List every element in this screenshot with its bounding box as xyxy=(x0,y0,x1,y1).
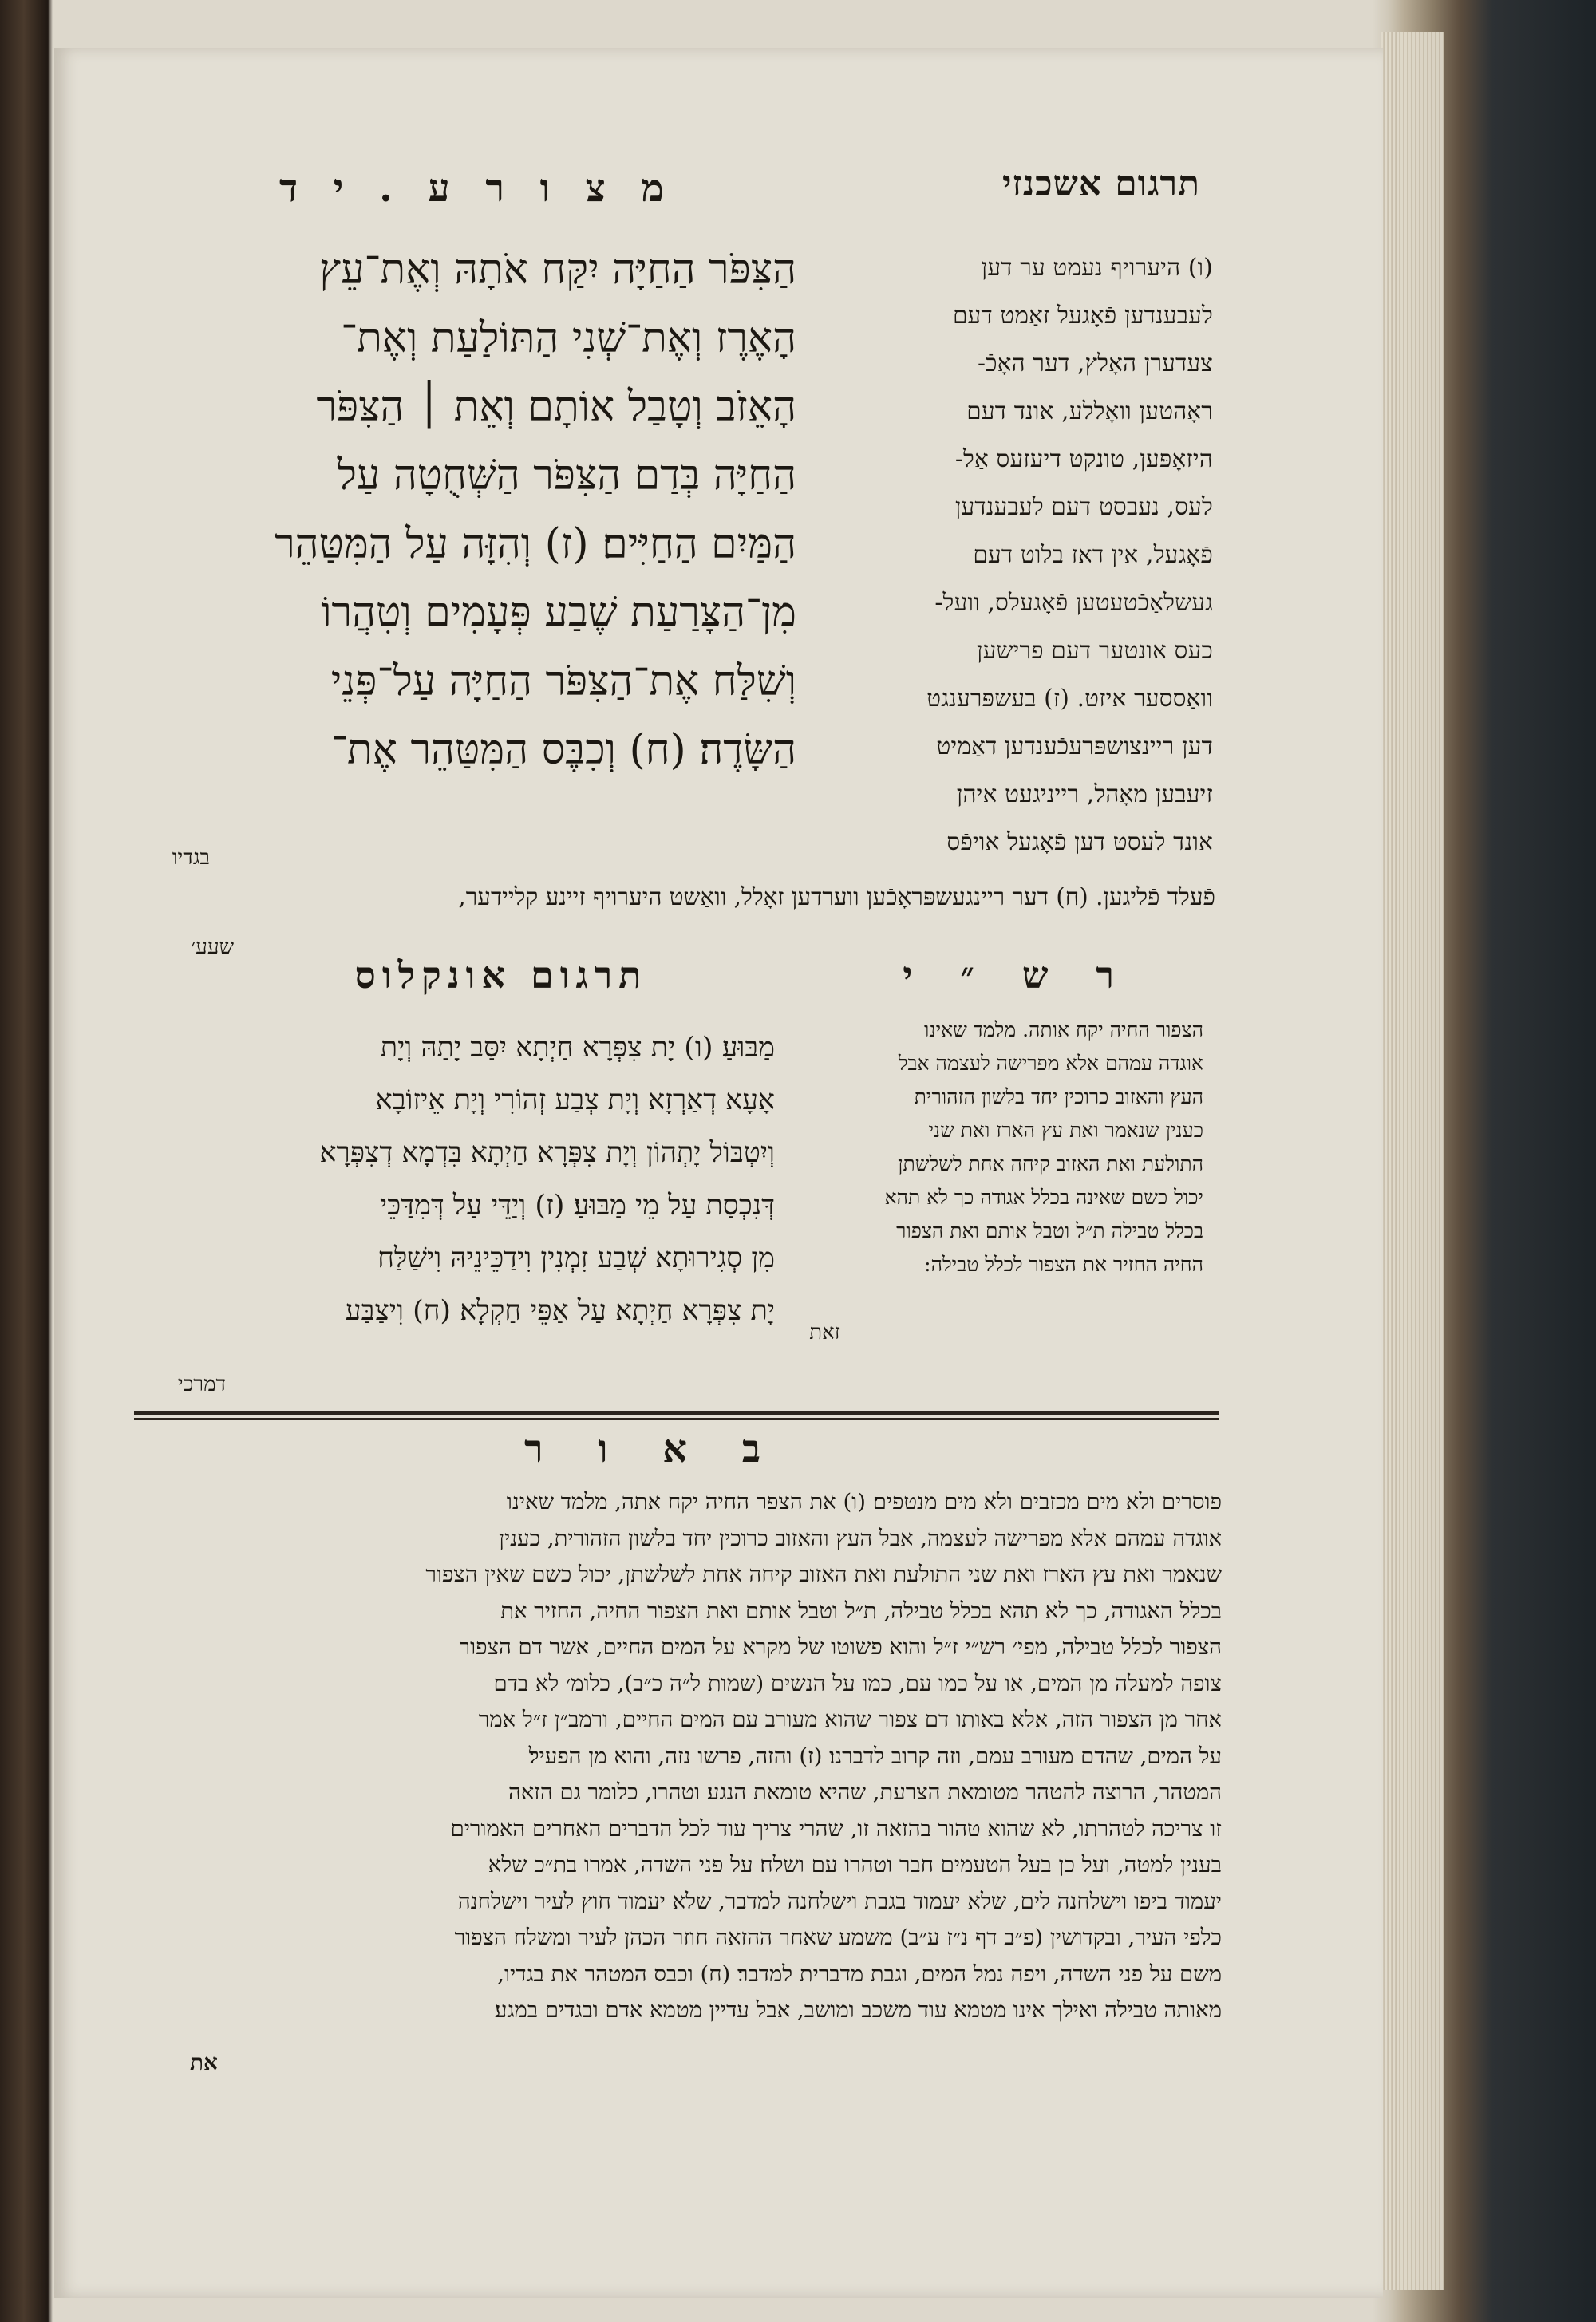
beur-line: בכלל האגודה, כך לא תהא בכלל טבילה, ת״ל וטבל אותם ואת הצפור החיה, החזיר את xyxy=(500,1597,1222,1624)
rashi-line: העץ והאזוב כרוכין יחד בלשון הזהורית xyxy=(914,1085,1203,1108)
rashi-line: הצפור החיה יקח אותה. מלמד שאינו xyxy=(924,1018,1203,1041)
section-divider-thin xyxy=(134,1418,1219,1420)
targum-line: וואַססער איזט. (ז) בעשפּרענגט xyxy=(926,685,1213,712)
rashi-line: החיה החזיר את הצפור לכלל טבילה: xyxy=(924,1253,1203,1276)
mikra-line: הָאֶרֶז וְאֶת־שְׁנִי הַתּוֹלַעַת וְאֶת־ xyxy=(341,314,796,362)
rashi-line: התולעת ואת האזוב קיחה אחת לשלשתן xyxy=(898,1152,1203,1175)
running-head-left: מ צ ו ר ע . י ד xyxy=(279,166,675,211)
onkelos-line: אָעָא דְאַרְזָא וְיָת צְבַע זְהוֹרִי וְיָת אֵיזוֹבָא xyxy=(375,1084,775,1116)
beur-line: הצפור לכלל טבילה, מפי׳ רש״י ז״ל והוא פשוטו של מקרא׃ על המים החיים, אשר דם הצפור xyxy=(459,1634,1222,1660)
targum-line: (ו) היערויף נעמט ער דען xyxy=(981,254,1213,281)
mikra-line: מִן־הַצָּרַעַת שֶׁבַע פְּעָמִים וְטִהֲרוֹ xyxy=(321,589,796,637)
rashi-heading: ר ש ״ י xyxy=(903,954,1132,997)
catchword-rashi: זאת xyxy=(809,1321,840,1345)
targum-line: זיעבען מאָהל, רייניגעט איהן xyxy=(956,780,1213,808)
beur-line: בענין למטה, ועל כן בעל הטעמים חבר וטהרו עם ושלח׃ על פני השדה, אמרו בת״כ שלא xyxy=(488,1852,1222,1878)
running-head-right: תרגום אשכנזי xyxy=(1001,164,1200,204)
beur-line: משם על פני השדה, ויפה נמל המים, וגבת מדברית למדבר׃ (ח) וכבס המטהר את בגדיו, xyxy=(497,1961,1222,1987)
onkelos-column xyxy=(122,1021,775,1337)
rashi-column xyxy=(792,1013,1203,1281)
mikra-line: הַצִּפֹּר הַחַיָּה יִקַּח אֹתָהּ וְאֶת־עֵץ xyxy=(319,246,796,294)
rashi-line: בכלל טבילה ת״ל וטבל אותם ואת הצפור xyxy=(896,1219,1203,1242)
mikra-line: הַשָּׂדֶה׃ (ח) וְכִבֶּס הַמִּטַּהֵר אֶת־ xyxy=(331,726,796,774)
targum-line: געשלאַכֿטעטען פֿאָגעלס, וועל- xyxy=(934,589,1213,616)
beur-line: פוסרים ולא מים מכזבים ולא מים מנטפים׃ (ו) את הצפר החיה יקח אתה, מלמד שאינו xyxy=(506,1489,1222,1514)
mikra-line: הָאֵזֹב וְטָבַל אוֹתָם וְאֵת ׀ הַצִּפֹּר xyxy=(316,383,796,431)
catchword-mikra: בגדיו xyxy=(172,846,210,870)
beur-line: יעמוד ביפו וישלחנה לים, שלא יעמוד בגבת וישלחנה למדבר, שלא יעמוד חוץ לעיר וישלחנה xyxy=(457,1888,1222,1914)
targum-line: ראָהטען וואָללע, אונד דעם xyxy=(966,397,1213,425)
beur-line: על המים, שהדם מעורב עמם, וזה קרוב לדברנו׃ (ז) והזה, פרשו נזה, והוא מן הפעיל׃ xyxy=(528,1743,1222,1769)
section-divider xyxy=(134,1411,1219,1415)
targum-line: לעס, נעבסט דעם לעבענדען xyxy=(954,493,1213,520)
catchword-onkelos: דמרכי xyxy=(177,1372,226,1396)
beur-line: זו צריכה לטהרתו, לא שהוא טהור בהזאה זו, שהרי צריך עוד לכל הדברים האחרים האמורים xyxy=(450,1815,1222,1842)
targum-ashkenazi-column xyxy=(819,243,1213,866)
targum-tail-line: פֿעלד פֿליגען. (ח) דער ריינגעשפּראָכֿען ווערדען זאָלל, וואַשט היערויף זיינע קליידער, xyxy=(458,883,1215,910)
rashi-line: אוגדה עמהם אלא מפרישה לעצמה אבל xyxy=(898,1052,1203,1075)
mikra-line: הַחַיָּה בְּדַם הַצִּפֹּר הַשְּׁחֻטָה עַל xyxy=(337,452,796,500)
targum-line: כעס אונטער דעם פרישען xyxy=(976,637,1213,664)
targum-line: היזאָפּען, טונקט דיעזעס אַל- xyxy=(954,445,1213,472)
beur-line: אוגדה עמהם אלא מפרישה לעצמה, אבל העץ והאזוב כרוכין יחד בלשון הזהורית, כענין xyxy=(498,1525,1222,1551)
beur-line: המטהר, הרוצה להטהר מטומאת הצרעת, שהיא טומאת הנגע׃ וטהרו, כלומר גם הזאה xyxy=(508,1779,1222,1805)
rashi-line: יכול כשם שאינה בכלל אגודה כך לא תהא xyxy=(884,1186,1203,1209)
mikra-line: וְשִׁלַּח אֶת־הַצִּפֹּר הַחַיָּה עַל־פְּנֵי xyxy=(330,658,796,705)
beur-line: כלפי העיר, ובקדושין (פ״ב דף נ״ז ע״ב) משמע שאחר ההזאה חוזר הכהן לעיר ומשלח הצפור xyxy=(454,1925,1222,1950)
onkelos-line: מַבּוּעַ׃ (ו) יָת צִפְּרָא חַיְתָא יִסַּב יָתַהּ וְיָת xyxy=(380,1032,775,1064)
page-edges xyxy=(1381,32,1444,2290)
targum-line: אונד לעסט דען פֿאָגעל אויפֿס xyxy=(946,828,1213,855)
beur-line: שנאמר ואת עץ הארז ואת שני התולעת ואת האזוב קיחה אחת לשלשתן, יכול כשם שאין הצפור xyxy=(425,1562,1222,1587)
onkelos-heading: תרגום אונקלוס xyxy=(354,954,648,997)
catchword-page: את xyxy=(189,2049,218,2075)
targum-line: לעבענדען פֿאָגעל זאַמט דעם xyxy=(952,302,1213,329)
catchword-tail: שעע׳ xyxy=(191,935,234,959)
targum-line: פֿאָגעל, אין דאז בלוט דעם xyxy=(973,541,1213,568)
beur-commentary xyxy=(122,1484,1222,2029)
mikra-column xyxy=(122,235,796,784)
beur-line: צופה למעלה מן המים, או על כמו עם, כמו על הנשים (שמות ל״ה כ״ב), כלומ׳ לא בדם xyxy=(493,1670,1222,1696)
targum-line: צעדערן האָלץ, דער האָכֿ- xyxy=(977,349,1213,377)
mikra-line: הַמַּיִם הַחַיִּים׃ (ז) וְהִזָּה עַל הַמִּטַּהֵר xyxy=(275,520,796,568)
onkelos-line: דְּנִכְסַת עַל מֵי מַבּוּעַ׃ (ז) וְיַדֵּי עַל דְּמִדַּכֵּי xyxy=(379,1190,775,1222)
onkelos-line: מִן סְגִירוּתָא שְׁבַע זִמְנִין וִידַכֵּינֵיהּ וִישַׁלַּח xyxy=(377,1242,775,1274)
onkelos-line: יָת צִפְּרָא חַיְתָא עַל אַפֵּי חַקְלָא׃ (ח) וִיצַבַּע xyxy=(345,1295,775,1327)
rashi-line: כענין שנאמר ואת עץ הארז ואת שני xyxy=(928,1119,1203,1142)
beur-heading: ב א ו ר xyxy=(524,1427,781,1471)
targum-line: דען ריינצושפּרעכֿענדען דאַמיט xyxy=(936,733,1213,760)
beur-line: אחר מן הצפור הזה, אלא באותו דם צפור שהוא מעורב עם המים החיים, ורמב״ן ז״ל אמר xyxy=(478,1707,1222,1732)
book-page xyxy=(54,48,1383,2298)
onkelos-line: וְיִטְבּוֹל יָתְהוֹן וְיָת צִפְּרָא חַיְתָא בִּדְמָא דְצִפְּרָא xyxy=(319,1137,775,1169)
beur-line: מאותה טבילה ואילך אינו מטמא עוד משכב ומושב, אבל עדיין מטמא אדם ובגדים במגע׃ xyxy=(494,1997,1222,2023)
